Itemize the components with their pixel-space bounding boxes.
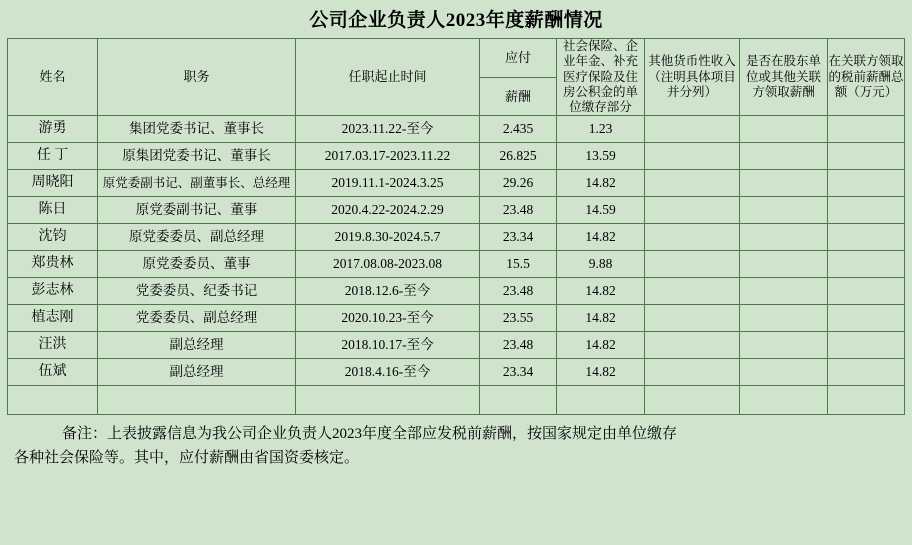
- cell-shareholder-pay: [740, 278, 828, 305]
- cell-salary: 2.435: [480, 116, 557, 143]
- table-row: [8, 197, 905, 224]
- cell-affiliate-total: [828, 332, 905, 359]
- cell-other-monetary: [645, 251, 740, 278]
- header-name: 姓名: [8, 39, 98, 116]
- table-row: [8, 305, 905, 332]
- cell-position: 原集团党委书记、董事长: [98, 143, 296, 170]
- cell-name: 彭志林: [8, 278, 98, 305]
- cell-position: 党委委员、纪委书记: [98, 278, 296, 305]
- cell-position: 党委委员、副总经理: [98, 305, 296, 332]
- footer-note: [8, 423, 904, 470]
- cell-name: 植志刚: [8, 305, 98, 332]
- cell-other-monetary: [645, 332, 740, 359]
- footer-note-line-1: 备注：上表披露信息为我公司企业负责人2023年度全部应发税前薪酬，按国家规定由单位缴存: [62, 426, 678, 443]
- cell-salary: 23.55: [480, 305, 557, 332]
- cell-position: 副总经理: [98, 332, 296, 359]
- cell-other-monetary: [645, 116, 740, 143]
- cell-salary: 23.34: [480, 359, 557, 386]
- cell-name: 汪洪: [8, 332, 98, 359]
- cell-blank: [480, 386, 557, 415]
- cell-social-insurance: 13.59: [557, 143, 645, 170]
- cell-social-insurance: 14.59: [557, 197, 645, 224]
- page-title: 公司企业负责人2023年度薪酬情况: [309, 10, 603, 31]
- cell-name: 郑贵林: [8, 251, 98, 278]
- cell-other-monetary: [645, 224, 740, 251]
- cell-term: 2017.08.08-2023.08: [296, 251, 480, 278]
- footer-note-line-2: 各种社会保险等。其中，应付薪酬由省国资委核定。: [14, 449, 360, 466]
- cell-other-monetary: [645, 143, 740, 170]
- header-affiliate-total: 在关联方领取的税前薪酬总额（万元）: [828, 39, 905, 116]
- cell-position: 副总经理: [98, 359, 296, 386]
- cell-other-monetary: [645, 278, 740, 305]
- cell-blank: [296, 386, 480, 415]
- cell-blank: [8, 386, 98, 415]
- cell-salary: 26.825: [480, 143, 557, 170]
- cell-blank: [98, 386, 296, 415]
- cell-blank: [645, 386, 740, 415]
- table-row: [8, 332, 905, 359]
- cell-shareholder-pay: [740, 170, 828, 197]
- cell-salary: 23.34: [480, 224, 557, 251]
- cell-shareholder-pay: [740, 224, 828, 251]
- cell-position: 原党委副书记、董事: [98, 197, 296, 224]
- header-payable: 应付: [480, 39, 557, 78]
- cell-affiliate-total: [828, 278, 905, 305]
- header-term: 任职起止时间: [296, 39, 480, 116]
- cell-affiliate-total: [828, 143, 905, 170]
- cell-name: 伍斌: [8, 359, 98, 386]
- cell-other-monetary: [645, 197, 740, 224]
- table-row: [8, 359, 905, 386]
- header-shareholder-pay: 是否在股东单位或其他关联方领取薪酬: [740, 39, 828, 116]
- header-salary: 薪酬: [480, 77, 557, 116]
- cell-term: 2020.10.23-至今: [296, 305, 480, 332]
- table-row: [8, 143, 905, 170]
- cell-social-insurance: 14.82: [557, 359, 645, 386]
- cell-other-monetary: [645, 359, 740, 386]
- table-row: [8, 170, 905, 197]
- cell-social-insurance: 14.82: [557, 278, 645, 305]
- table-body: [8, 116, 905, 415]
- cell-salary: 23.48: [480, 197, 557, 224]
- cell-social-insurance: 14.82: [557, 224, 645, 251]
- cell-term: 2019.8.30-2024.5.7: [296, 224, 480, 251]
- header-social-insurance: 社会保险、企业年金、补充医疗保险及住房公积金的单位缴存部分: [557, 39, 645, 116]
- cell-term: 2018.4.16-至今: [296, 359, 480, 386]
- cell-salary: 15.5: [480, 251, 557, 278]
- cell-term: 2018.12.6-至今: [296, 278, 480, 305]
- cell-term: 2017.03.17-2023.11.22: [296, 143, 480, 170]
- table-row: [8, 224, 905, 251]
- cell-affiliate-total: [828, 359, 905, 386]
- cell-name: 周晓阳: [8, 170, 98, 197]
- cell-shareholder-pay: [740, 305, 828, 332]
- cell-name: 任 丁: [8, 143, 98, 170]
- table-row: [8, 251, 905, 278]
- cell-name: 沈钧: [8, 224, 98, 251]
- cell-shareholder-pay: [740, 251, 828, 278]
- cell-social-insurance: 14.82: [557, 170, 645, 197]
- header-position: 职务: [98, 39, 296, 116]
- cell-position: 原党委副书记、副董事长、总经理: [98, 170, 296, 197]
- cell-blank: [557, 386, 645, 415]
- cell-other-monetary: [645, 170, 740, 197]
- cell-shareholder-pay: [740, 143, 828, 170]
- cell-social-insurance: 1.23: [557, 116, 645, 143]
- cell-shareholder-pay: [740, 332, 828, 359]
- cell-term: 2018.10.17-至今: [296, 332, 480, 359]
- cell-other-monetary: [645, 305, 740, 332]
- cell-blank: [740, 386, 828, 415]
- cell-affiliate-total: [828, 170, 905, 197]
- cell-shareholder-pay: [740, 197, 828, 224]
- table-row: [8, 116, 905, 143]
- cell-term: 2023.11.22-至今: [296, 116, 480, 143]
- cell-term: 2020.4.22-2024.2.29: [296, 197, 480, 224]
- cell-shareholder-pay: [740, 359, 828, 386]
- cell-social-insurance: 14.82: [557, 332, 645, 359]
- cell-salary: 23.48: [480, 278, 557, 305]
- table-row-blank: [8, 386, 905, 415]
- cell-blank: [828, 386, 905, 415]
- cell-affiliate-total: [828, 116, 905, 143]
- header-other-monetary: 其他货币性收入（注明具体项目并分列）: [645, 39, 740, 116]
- cell-name: 游勇: [8, 116, 98, 143]
- cell-term: 2019.11.1-2024.3.25: [296, 170, 480, 197]
- cell-salary: 29.26: [480, 170, 557, 197]
- cell-social-insurance: 14.82: [557, 305, 645, 332]
- cell-shareholder-pay: [740, 116, 828, 143]
- cell-affiliate-total: [828, 251, 905, 278]
- cell-position: 集团党委书记、董事长: [98, 116, 296, 143]
- cell-position: 原党委委员、董事: [98, 251, 296, 278]
- cell-affiliate-total: [828, 224, 905, 251]
- compensation-table: [7, 38, 905, 415]
- table-row: [8, 278, 905, 305]
- cell-name: 陈日: [8, 197, 98, 224]
- table-header-row-1: [8, 39, 905, 78]
- cell-social-insurance: 9.88: [557, 251, 645, 278]
- cell-position: 原党委委员、副总经理: [98, 224, 296, 251]
- cell-salary: 23.48: [480, 332, 557, 359]
- cell-affiliate-total: [828, 197, 905, 224]
- cell-affiliate-total: [828, 305, 905, 332]
